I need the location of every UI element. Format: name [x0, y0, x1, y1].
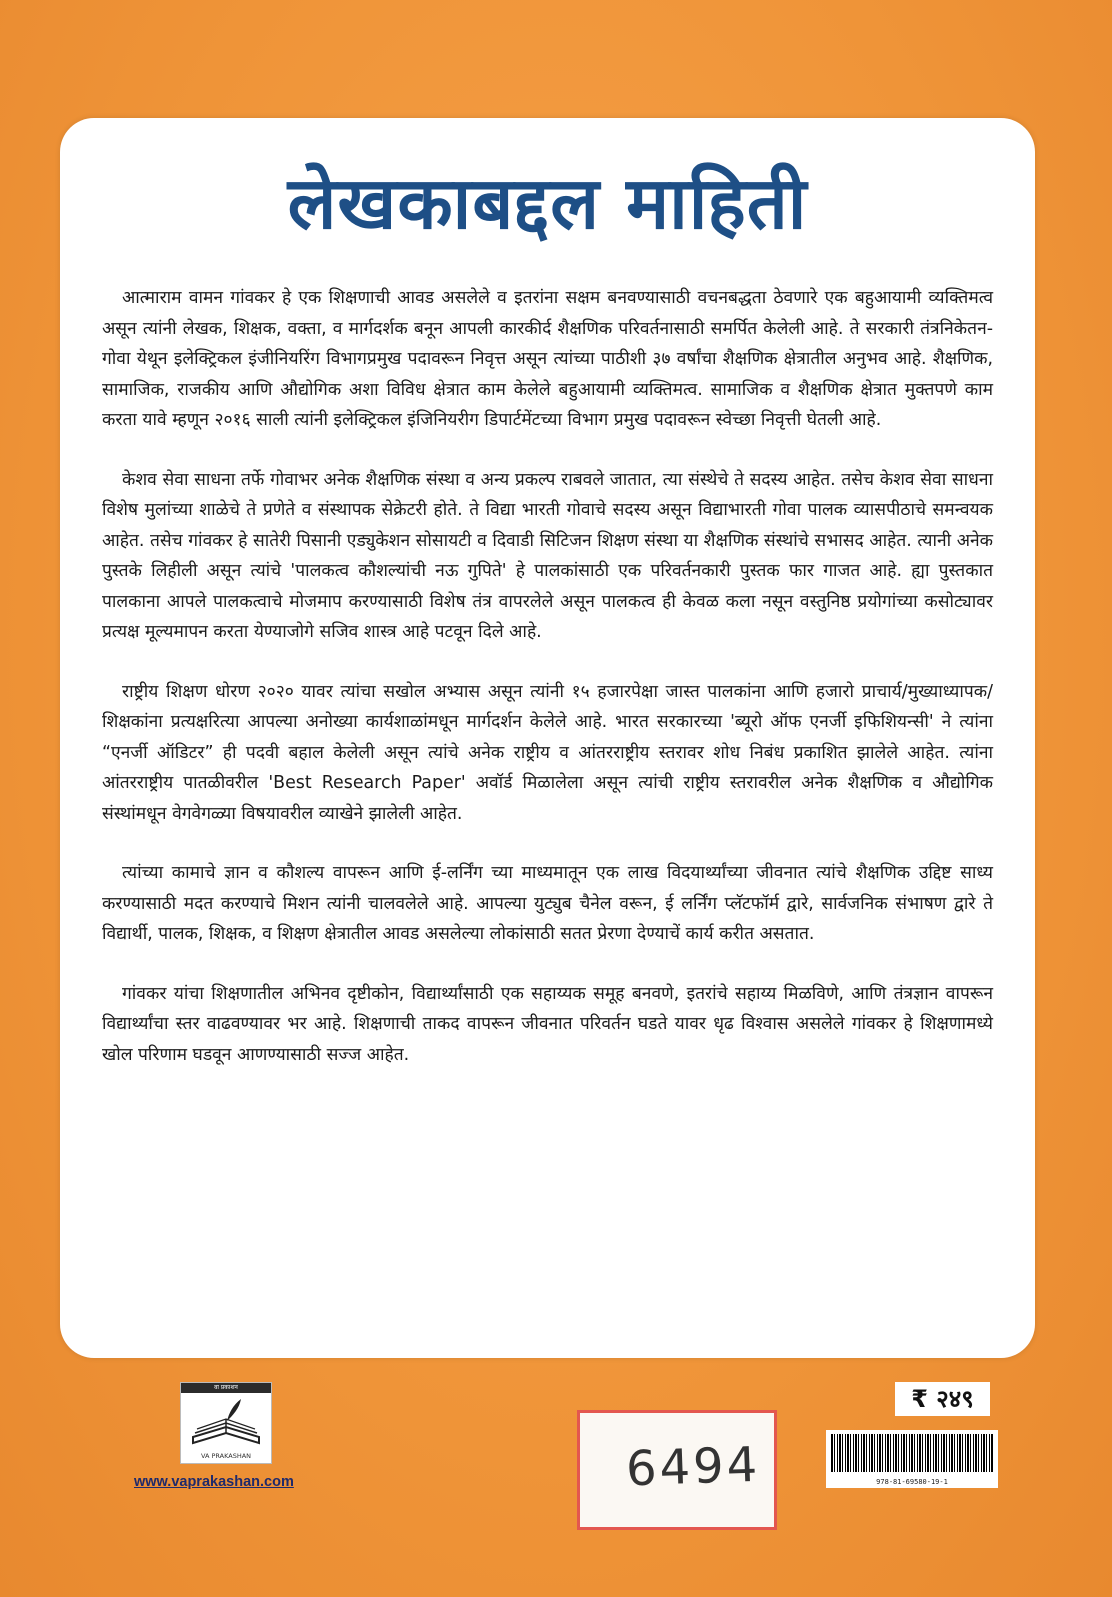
author-bio [102, 283, 993, 1099]
bio-paragraph: राष्ट्रीय शिक्षण धोरण २०२० यावर त्यांचा सखोल अभ्यास असून त्यांनी १५ हजारपेक्षा जास्त पालकांना आणि हजारो प्राचार्य/मुख्याध्यापक/शिक्षकांना प्रत्यक्षरित्या आपल्या अनोख्या कार्यशाळांमधून मार्गदर्शन केलेले आहे. भारत सरकारच्या 'ब्यूरो ऑफ एनर्जी इफिशियन्सी' ने त्यांना “एनर्जी ऑडिटर” ही पदवी बहाल केलेली असून त्यांचे अनेक राष्ट्रीय व आंतरराष्ट्रीय स्तरावर शोध निबंध प्रकाशित झालेले आहेत. त्यांना आंतरराष्ट्रीय पातळीवरील 'Best Research Paper' अवॉर्ड मिळालेला असून त्यांची राष्ट्रीय स्तरावरील अनेक शैक्षणिक व औद्योगिक संस्थांमधून वेगवेगळ्या विषयावरील व्याखेने झालेली आहेत. [102, 681, 993, 824]
handwritten-stamp [577, 1410, 777, 1530]
isbn-barcode [826, 1430, 998, 1488]
stamp-number: 6494 [625, 1436, 762, 1498]
bio-paragraph: आत्माराम वामन गांवकर हे एक शिक्षणाची आवड असलेले व इतरांना सक्षम बनवण्यासाठी वचनबद्धता ठेवणारे एक बहुआयामी व्यक्तिमत्व असून त्यांनी लेखक, शिक्षक, वक्ता, व मार्गदर्शक बनून आपली कारकीर्द शैक्षणिक परिवर्तनासाठी समर्पित केलेली आहे. ते सरकारी तंत्रनिकेतन-गोवा येथून इलेक्ट्रिकल इंजीनियरिंग विभागप्रमुख पदावरून निवृत्त असून त्यांच्या पाठीशी ३७ वर्षांचा शैक्षणिक क्षेत्रातील अनुभव आहे. शैक्षणिक, सामाजिक, राजकीय आणि औद्योगिक अशा विविध क्षेत्रात काम केलेले बहुआयामी व्यक्तिमत्व. सामाजिक व शैक्षणिक क्षेत्रात मुक्तपणे काम करता यावे म्हणून २०१६ साली त्यांनी इलेक्ट्रिकल इंजिनियरीग डिपार्टमेंटच्या विभाग प्रमुख पदावरून स्वेच्छा निवृत्ती घेतली आहे. [102, 288, 993, 430]
bio-paragraph: त्यांच्या कामाचे ज्ञान व कौशल्य वापरून आणि ई-लर्निंग च्या माध्यमातून एक लाख विदयार्थ्यांच्या जीवनात त्यांचे शैक्षणिक उद्दिष्ट साध्य करण्यासाठी मदत करण्याचे मिशन त्यांनी चालवलेले आहे. आपल्या युट्युब चैनेल वरून, ई लर्निंग प्लॅटफॉर्म द्वारे, सार्वजनिक संभाषण द्वारे ते विद्यार्थी, पालक, शिक्षक, व शिक्षण क्षेत्रातील आवड असलेल्या लोकांसाठी सतत प्रेरणा देण्याचें कार्य करीत असतात. [102, 863, 993, 944]
bio-paragraph: केशव सेवा साधना तर्फे गोवाभर अनेक शैक्षणिक संस्था व अन्य प्रकल्प राबवले जातात, त्या संस्थेचे ते सदस्य आहेत. तसेच केशव सेवा साधना विशेष मुलांच्या शाळेचे ते प्रणेते व संस्थापक सेक्रेटरी होते. ते विद्या भारती गोवाचे सदस्य असून विद्याभारती गोवा पालक व्यासपीठाचे समन्वयक आहेत. तसेच गांवकर हे सातेरी पिसानी एड्युकेशन सोसायटी व दिवाडी सिटिजन शिक्षण संस्था या शैक्षणिक संस्थांचे सभासद आहेत. त्यानी अनेक पुस्तके लिहीली असून त्यांचे 'पालकत्व कौशल्यांची नऊ गुपिते' हे पालकांसाठी एक परिवर्तनकारी पुस्तक फार गाजत आहे. ह्या पुस्तकात पालकाना आपले पालकत्वाचे मोजमाप करण्यासाठी विशेष तंत्र वापरलेले असून पालकत्व ही केवळ कला नसून वस्तुनिष्ठ प्रयोगांच्या कसोट्यावर प्रत्यक्ष मूल्यमापन करता येण्याजोगे सजिव शास्त्र आहे पटवून दिले आहे. [102, 469, 993, 642]
logo-bottom-text: VA PRAKASHAN [200, 1452, 252, 1460]
isbn-number: 978-81-69580-19-1 [876, 1478, 948, 1486]
publisher-logo [180, 1382, 272, 1464]
book-quill-icon [189, 1397, 263, 1447]
price-label: ₹ २४९ [895, 1382, 990, 1416]
page-title: लेखकाबद्दल माहिती [287, 161, 808, 245]
author-info-card [60, 118, 1035, 1358]
barcode-bars [831, 1434, 993, 1472]
publisher-website-link[interactable]: www.vaprakashan.com [134, 1474, 294, 1490]
logo-top-text: वा प्रकाशन [214, 1384, 238, 1391]
bio-paragraph: गांवकर यांचा शिक्षणातील अभिनव दृष्टीकोन, विद्यार्थ्यांसाठी एक सहाय्यक समूह बनवणे, इतरांचे सहाय्य मिळविणे, आणि तंत्रज्ञान वापरून विद्यार्थ्यांचा स्तर वाढवण्यावर भर आहे. शिक्षणाची ताकद वापरून जीवनात परिवर्तन घडते यावर धृढ विश्वास असलेले गांवकर हे शिक्षणामध्ये खोल परिणाम घडवून आणण्यासाठी सज्ज आहेत. [102, 983, 993, 1065]
